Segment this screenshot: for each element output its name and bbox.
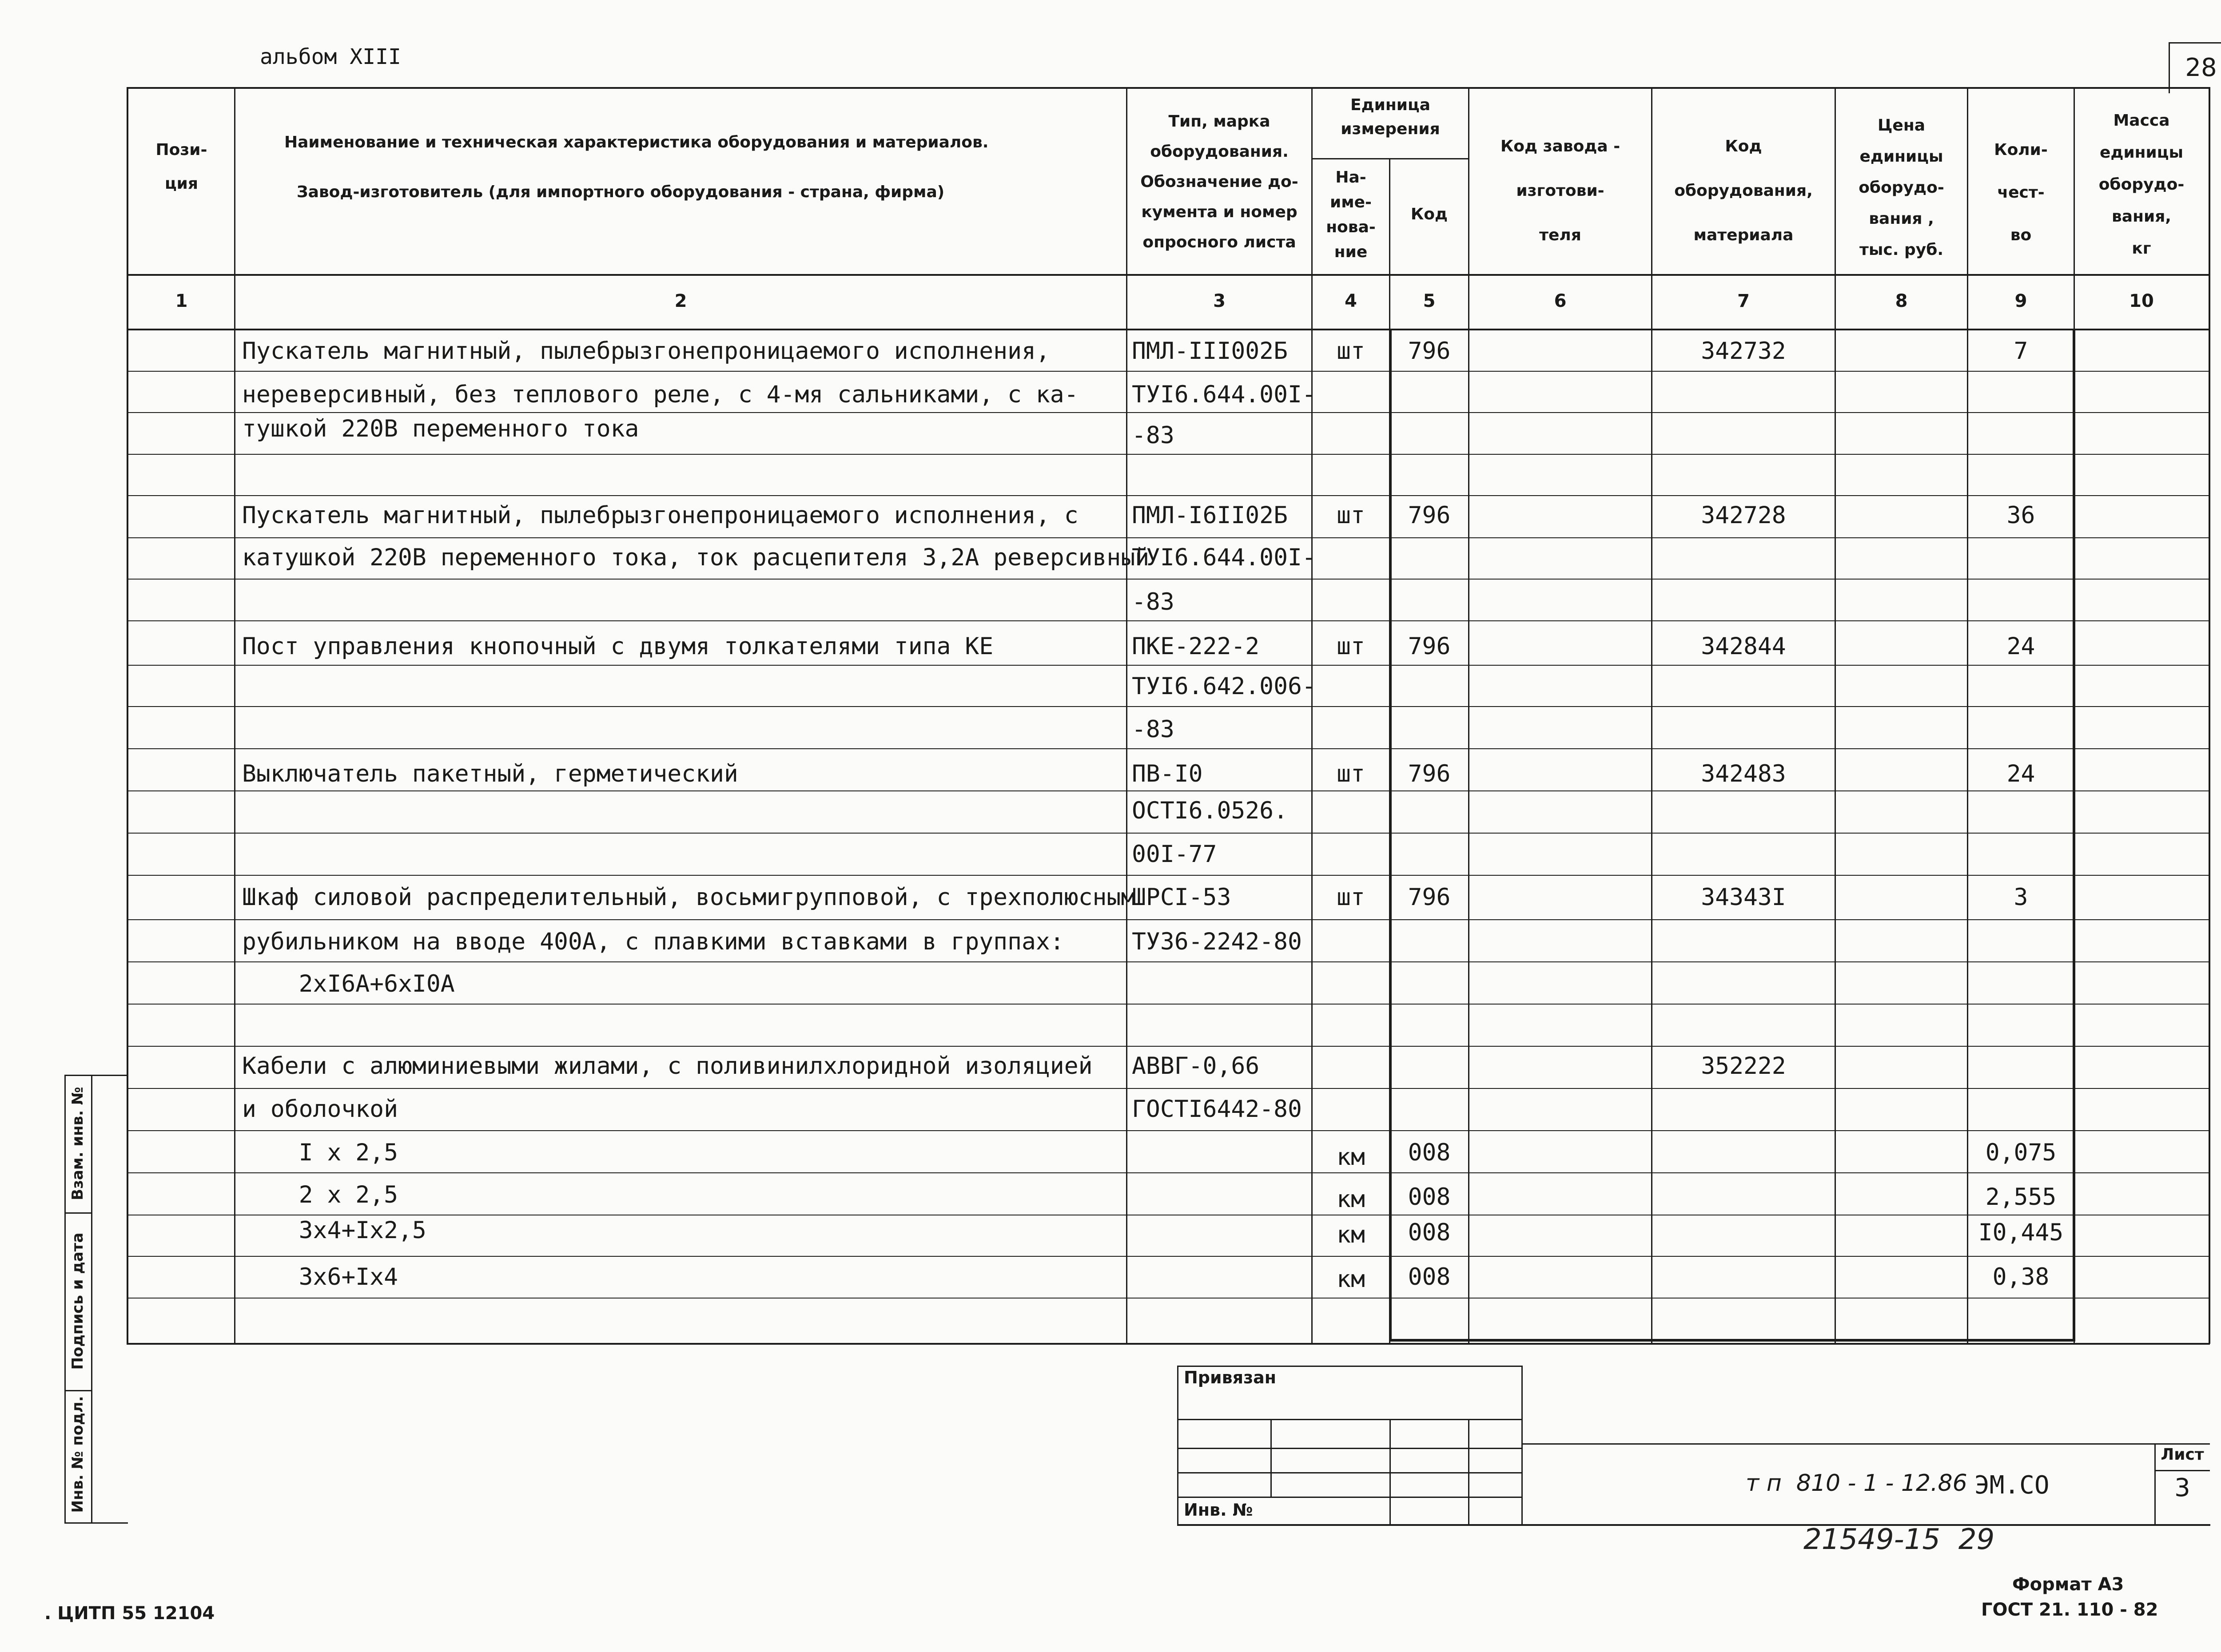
col-number: 2	[674, 291, 687, 311]
col-number: 6	[1554, 291, 1567, 311]
item-unit-code: 008	[1408, 1139, 1451, 1166]
item-name: катушкой 220В переменного тока, ток расцепителя 3,2А реверсивный	[242, 544, 1150, 571]
item-unit-code: 796	[1408, 502, 1451, 529]
inv-no-label: Инв. №	[1184, 1500, 1253, 1520]
item-type: ТУI6.642.006-	[1132, 673, 1316, 700]
col-number: 4	[1345, 291, 1357, 311]
item-type: -83	[1132, 588, 1174, 616]
item-quantity: 2,555	[1985, 1183, 2057, 1211]
col-number: 9	[2014, 291, 2027, 311]
item-type: ПКЕ-222-2	[1132, 633, 1260, 660]
album-label: альбом XIII	[260, 44, 401, 69]
item-name: Пост управления кнопочный с двумя толкателями типа КЕ	[242, 633, 994, 660]
col-header-quantity: Коли- чест- во	[1994, 141, 2048, 244]
col-header-equip-code: Код оборудования, материала	[1674, 137, 1813, 244]
item-type: ПВ-I0	[1132, 760, 1203, 787]
item-type: 00I-77	[1132, 841, 1217, 868]
item-unit-code: 796	[1408, 338, 1451, 365]
col-header-price: Цена единицы оборудо- вания , тыс. руб.	[1859, 116, 1944, 259]
col-header-name-line1: Наименование и техническая характеристика оборудования и материалов.	[284, 133, 989, 151]
item-name: Выключатель пакетный, герметический	[242, 760, 738, 787]
col-header-plant-code: Код завода - изготови- теля	[1500, 137, 1620, 244]
item-quantity: 3	[2014, 884, 2028, 911]
col-number: 8	[1895, 291, 1908, 311]
item-type: ГОСТI6442-80	[1132, 1096, 1302, 1123]
item-unit: шт	[1337, 884, 1365, 911]
item-type: ТУI6.644.00I-	[1132, 544, 1316, 571]
item-unit: шт	[1337, 633, 1365, 660]
col-number: 1	[175, 291, 188, 311]
item-type: -83	[1132, 716, 1174, 743]
col-header-position: Пози- ция	[155, 141, 207, 193]
item-unit: шт	[1337, 338, 1365, 365]
item-equip-code: 342728	[1701, 502, 1786, 529]
item-unit-code: 796	[1408, 884, 1451, 911]
item-name: рубильником на вводе 400А, с плавкими вставками в группах:	[242, 928, 1064, 955]
item-unit-code: 796	[1408, 633, 1451, 660]
item-quantity: 0,38	[1992, 1263, 2050, 1291]
item-unit-code: 008	[1408, 1263, 1451, 1291]
privyazan-label: Привязан	[1184, 1368, 1277, 1387]
col-header-type: Тип, марка оборудования. Обозначение до- кумента и номер опросного листа	[1140, 112, 1298, 251]
item-name: нереверсивный, без теплового реле, с 4-мя сальниками, с ка-	[242, 381, 1079, 408]
item-quantity: 36	[2006, 502, 2035, 529]
side-label-sign-date: Подпись и дата	[69, 1232, 87, 1370]
format-label: Формат А3	[2012, 1574, 2124, 1595]
col-number: 7	[1737, 291, 1750, 311]
item-type: ТУ36-2242-80	[1132, 928, 1302, 955]
col-number: 5	[1423, 291, 1436, 311]
col-header-unit: Единица измерения	[1341, 96, 1440, 138]
item-equip-code: 352222	[1701, 1052, 1786, 1080]
item-name: и оболочкой	[242, 1096, 398, 1123]
item-name: Пускатель магнитный, пылебрызгонепроницаемого исполнения,	[242, 338, 1050, 365]
sheet-number: 3	[2174, 1473, 2190, 1502]
item-name: 2 х 2,5	[242, 1181, 398, 1208]
item-quantity: 7	[2014, 338, 2028, 365]
item-unit-code: 008	[1408, 1183, 1451, 1211]
item-quantity: 24	[2006, 633, 2035, 660]
item-name: I х 2,5	[242, 1139, 398, 1166]
item-equip-code: 342483	[1701, 760, 1786, 787]
item-equip-code: 342844	[1701, 633, 1786, 660]
item-unit: шт	[1337, 760, 1365, 787]
item-quantity: I0,445	[1978, 1219, 2064, 1246]
col-number: 10	[2129, 291, 2154, 311]
item-type: ОСТI6.0526.	[1132, 797, 1288, 824]
item-type: ШРСI-53	[1132, 884, 1231, 911]
item-name: 3х4+Iх2,5	[242, 1217, 426, 1244]
item-type: ПМЛ-III002Б	[1132, 338, 1288, 365]
col-number: 3	[1213, 291, 1226, 311]
handwritten-number: 21549-15 29	[1803, 1523, 1995, 1556]
gost-label: ГОСТ 21. 110 - 82	[1981, 1600, 2158, 1620]
item-name: Пускатель магнитный, пылебрызгонепроницаемого исполнения, с	[242, 502, 1079, 529]
item-name: Шкаф силовой распределительный, восьмигрупповой, с трехполюсным	[242, 884, 1135, 911]
document-code: т п 810 - 1 - 12.86	[1746, 1470, 1967, 1497]
item-unit: км	[1337, 1144, 1365, 1171]
item-unit-code: 796	[1408, 760, 1451, 787]
item-type: АВВГ-0,66	[1132, 1052, 1260, 1080]
sheet-label: Лист	[2161, 1446, 2204, 1464]
item-type: -83	[1132, 422, 1174, 449]
item-type: ТУI6.644.00I-	[1132, 381, 1316, 408]
item-unit-code: 008	[1408, 1219, 1451, 1246]
item-equip-code: 342732	[1701, 338, 1786, 365]
col-header-name-line2: Завод-изготовитель (для импортного оборудования - страна, фирма)	[297, 183, 945, 201]
item-unit: шт	[1337, 502, 1365, 529]
side-label-inv-zam: Взам. инв. №	[69, 1087, 87, 1200]
item-name: 2хI6А+6хI0А	[242, 970, 455, 997]
item-quantity: 24	[2006, 760, 2035, 787]
side-label-inv-podl: Инв. № подл.	[69, 1396, 87, 1513]
col-header-unit-code: Код	[1410, 205, 1448, 223]
item-name: Кабели с алюминиевыми жилами, с поливинилхлоридной изоляцией	[242, 1052, 1093, 1080]
item-unit: км	[1337, 1221, 1365, 1248]
item-unit: км	[1337, 1266, 1365, 1293]
item-quantity: 0,075	[1985, 1139, 2057, 1166]
item-equip-code: 34343I	[1701, 884, 1786, 911]
item-type: ПМЛ-I6II02Б	[1132, 502, 1288, 529]
col-header-mass: Масса единицы оборудо- вания, кг	[2098, 111, 2185, 258]
item-name: 3х6+Iх4	[242, 1263, 398, 1291]
item-name: тушкой 220В переменного тока	[242, 415, 639, 442]
item-unit: км	[1337, 1186, 1365, 1213]
citp-label: . ЦИТП 55 12104	[44, 1603, 215, 1624]
col-header-unit-name: На- име- нова- ние	[1326, 168, 1376, 261]
document-suffix: ЭМ.СО	[1974, 1471, 2050, 1500]
page-number: 28	[2185, 53, 2217, 82]
